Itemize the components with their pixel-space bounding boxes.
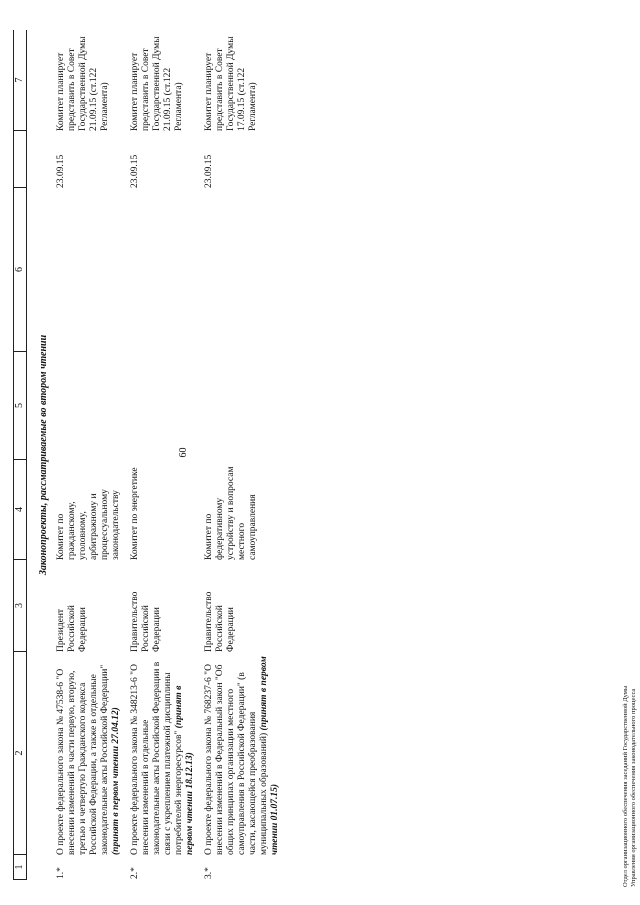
bill-committee: Комитет по энергетике (130, 467, 140, 560)
page-number: 60 (178, 447, 189, 458)
col-header-3: 3 (13, 560, 27, 652)
bill-number: О проекте федерального закона № 348213-6 (130, 677, 140, 855)
bill-note: Комитет планирует представить в Совет Государственной Думы 21.09.15 (ст.122 Регламента) (130, 36, 184, 131)
empty-cell (130, 188, 204, 352)
footer-line-2: Управления организационного обеспечения законодательного процесса (630, 688, 637, 887)
bill-reading: (принят в первом чтении 18.12.13) (174, 685, 195, 855)
row-number-text: 1.* (56, 867, 66, 879)
bill-initiator: Президент Российской Федерации (56, 605, 88, 652)
footer (622, 686, 638, 887)
bill-note: Комитет планирует представить в Совет Государственной Думы 21.09.15 (ст.122 Регламента) (56, 36, 110, 131)
bill-title: "О внесении изменений в части первую, вторую, третью и четвертую Гражданского кодекса Российской Федерации, а также в отдельные законодательные акты Российской Федерации" (56, 664, 110, 855)
col-header-4: 4 (13, 460, 27, 560)
bill-date: 23.09.15 (130, 154, 140, 188)
bill-reading: (принят в первом чтении 27.04.12) (111, 707, 121, 855)
footer-line-1: Отдел организационного обеспечения заседаний Государственной Думы (622, 685, 629, 887)
bill-date: 23.09.15 (204, 154, 214, 188)
bill-initiator: Правительство Российской Федерации (204, 591, 236, 652)
bill-description (56, 652, 130, 855)
row-number-text: 2.* (130, 867, 140, 879)
empty-cell (56, 188, 130, 352)
empty-cell (204, 352, 289, 460)
col-header-7-left (13, 131, 27, 188)
col-header-6: 6 (13, 188, 27, 352)
empty-cell (130, 352, 204, 460)
row-number (130, 855, 204, 880)
bill-title: "О внесении изменений в отдельные законодательные акты Российской Федерации в связи с укреплением платежной дисциплины потребителей энергоресурсов" (130, 661, 184, 855)
row-number (204, 855, 289, 880)
bill-title: "О внесении изменений в Федеральный закон "Об общих принципах организации местного самоуправления в Российской Федерации" (в части, касающейся преобразования муниципальных образований) (204, 664, 269, 855)
col-header-1: 1 (13, 855, 27, 880)
bill-number: О проекте федерального закона № 768237-6 (204, 677, 214, 855)
bill-committee: Комитет по гражданскому, уголовному, арбитражному и процессуальному законодательству (56, 489, 121, 560)
bill-number: О проекте федерального закона № 47538-6 (56, 681, 66, 855)
bill-reading: (принят в первом чтении 01.07.15) (259, 656, 280, 855)
bill-committee: Комитет по федеративному устройству и вопросам местного самоуправления (204, 466, 258, 560)
bill-note: Комитет планирует представить в Совет Государственной Думы 17.09.15 (ст.122 Регламента) (204, 36, 258, 131)
empty-cell (204, 188, 289, 352)
bill-date: 23.09.15 (56, 154, 66, 188)
col-header-5: 5 (13, 352, 27, 460)
col-header-2: 2 (13, 652, 27, 855)
bill-description (130, 652, 204, 855)
row-number-text: 3.* (204, 867, 214, 879)
empty-cell (56, 352, 130, 460)
col-header-7: 7 (13, 30, 27, 131)
row-number (56, 855, 130, 880)
section-title: Законопроекты, рассматриваемые во втором чтении (38, 334, 49, 576)
bills-table (13, 30, 289, 880)
bill-initiator: Правительство Российской Федерации (130, 591, 162, 652)
bill-description (204, 652, 289, 855)
